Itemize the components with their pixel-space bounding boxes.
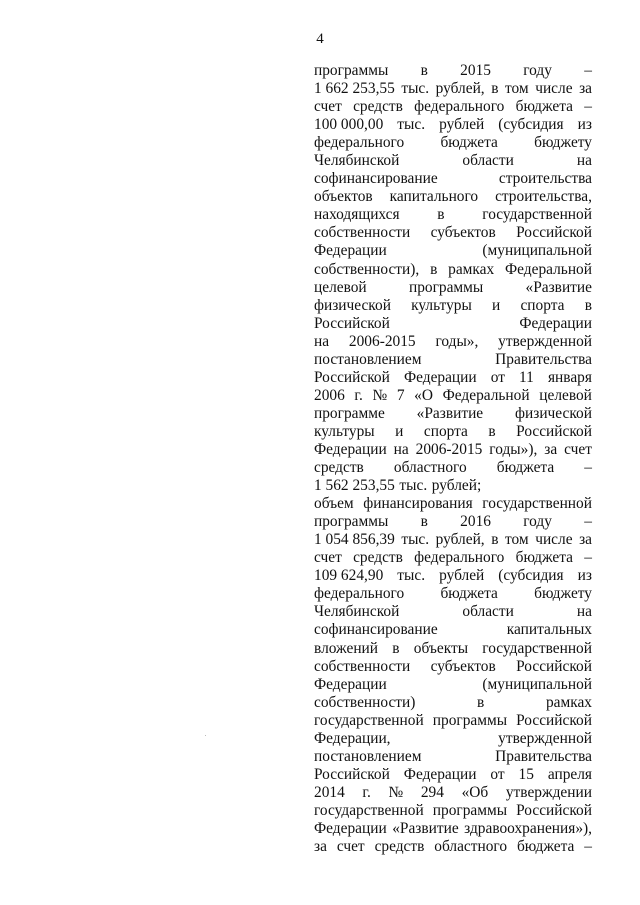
text-word: 1 054 856,39 [314, 531, 395, 549]
text-line [314, 333, 592, 351]
text-word: за [314, 838, 327, 856]
scan-speck [205, 735, 206, 736]
text-line [314, 279, 592, 297]
text-word: собственности [314, 657, 411, 675]
text-line [314, 676, 592, 694]
text-word: физической [515, 404, 592, 422]
text-word: строительства, [495, 188, 592, 206]
text-word: Российской [516, 801, 592, 819]
text-word: «Развитие [525, 278, 592, 296]
text-word: за [579, 80, 592, 98]
text-word: – [584, 459, 592, 477]
text-word: рамках [448, 260, 495, 278]
text-word: бюджета [496, 459, 555, 477]
text-word: культуры [314, 422, 375, 440]
text-line [314, 98, 592, 116]
text-word: капитального [389, 188, 479, 206]
text-word: в [420, 513, 428, 531]
text-word: финансирования [363, 495, 473, 513]
text-word: рублей, [435, 531, 485, 549]
text-word: Федеральной [442, 386, 530, 404]
text-word: государственной [314, 711, 424, 729]
text-word: в [392, 639, 400, 657]
text-word: (субсидия [498, 567, 564, 585]
text-line [314, 188, 592, 206]
text-line [314, 80, 592, 98]
text-word: Федерации [403, 765, 477, 783]
text-word: программы [314, 62, 389, 79]
text-word: строительства [498, 170, 592, 188]
text-line [314, 712, 592, 730]
text-word: на [576, 152, 592, 170]
text-word: в [430, 260, 438, 278]
text-line [314, 170, 592, 188]
text-word: (муниципальной [482, 242, 592, 260]
text-word: Челябинской [314, 152, 400, 170]
text-word: Федерации, [314, 729, 391, 747]
text-line [314, 549, 592, 567]
text-word: тыс. [397, 116, 426, 134]
text-word: 2006 [314, 386, 345, 404]
text-word: собственности) [314, 693, 416, 711]
text-line [314, 423, 592, 441]
text-word: на [393, 440, 409, 458]
text-word: бюджета [515, 98, 574, 116]
text-word: объем [314, 495, 354, 513]
text-word: из [577, 116, 592, 134]
text-line [314, 567, 592, 585]
text-word: рамках [545, 693, 592, 711]
text-line [314, 802, 592, 820]
text-word: тыс. [399, 477, 428, 495]
text-word: 2006-2015 [415, 440, 483, 458]
text-word: г. [362, 783, 371, 801]
text-word: культуры [411, 296, 472, 314]
text-line [314, 387, 592, 405]
text-line [314, 116, 592, 134]
text-word: 15 [518, 765, 534, 783]
text-word: физической [314, 296, 391, 314]
text-word: целевой [539, 386, 592, 404]
text-word: области [462, 152, 514, 170]
text-word: бюджета [515, 549, 574, 567]
text-line [314, 531, 592, 549]
text-line [314, 658, 592, 676]
text-word: в [437, 206, 445, 224]
text-word: федерального [414, 98, 505, 116]
text-word: в [488, 422, 496, 440]
text-word: том [505, 80, 529, 98]
text-word: января [547, 368, 592, 386]
text-line [314, 459, 592, 477]
text-word: «Развитие [392, 819, 459, 837]
text-word: Федерации [314, 819, 387, 837]
text-word: «Об [461, 783, 489, 801]
text-word: в [477, 693, 485, 711]
text-word: 100 000,00 [314, 116, 384, 134]
text-word: бюджету [534, 585, 592, 603]
text-word: том [505, 531, 529, 549]
text-word: – [584, 98, 592, 116]
text-word: средств [353, 549, 403, 567]
text-word: на [576, 603, 592, 621]
text-word: целевой [314, 278, 367, 296]
text-word: Российской [314, 368, 390, 386]
text-line [314, 585, 592, 603]
text-word: рублей; [431, 477, 482, 495]
text-word: 109 624,90 [314, 567, 384, 585]
text-word: в [420, 62, 428, 79]
text-word: от [490, 368, 505, 386]
text-word: области [462, 603, 514, 621]
text-word: Федерации [519, 314, 592, 332]
text-line [314, 766, 592, 784]
text-word: Российской [314, 765, 390, 783]
text-line [314, 838, 592, 856]
text-word: от [490, 765, 505, 783]
text-word: тыс. [397, 567, 426, 585]
text-word: 2016 [460, 513, 491, 531]
text-word: – [584, 549, 592, 567]
text-word: Правительства [495, 350, 592, 368]
text-word: бюджета [440, 585, 498, 603]
text-word: году [523, 62, 552, 79]
text-line [314, 477, 592, 495]
text-line [314, 748, 592, 766]
text-line [314, 621, 592, 639]
text-word: спорта [520, 296, 565, 314]
text-word: № [372, 386, 388, 404]
text-word: годы»), [489, 440, 538, 458]
text-word: государственной [482, 639, 592, 657]
text-word: утвержденной [498, 332, 592, 350]
text-word: за [579, 531, 592, 549]
text-word: числе [535, 531, 573, 549]
text-word: Российской [314, 314, 390, 332]
text-word: бюджету [534, 134, 592, 152]
text-word: субъектов [430, 657, 496, 675]
text-word: программе [314, 404, 385, 422]
text-word: программы [314, 513, 389, 531]
text-word: постановлением [314, 747, 422, 765]
text-word: государственной [482, 495, 592, 513]
text-word: здравоохранения»), [464, 819, 592, 837]
text-word: собственности), [314, 260, 420, 278]
text-word: из [577, 567, 592, 585]
text-line [314, 784, 592, 802]
text-word: программы [432, 801, 508, 819]
text-line [314, 261, 592, 279]
text-word: – [584, 62, 592, 79]
text-word: объекты [413, 639, 469, 657]
text-word: объектов [314, 188, 373, 206]
text-line [314, 297, 592, 315]
text-word: числе [535, 80, 573, 98]
text-word: софинансирование [314, 621, 438, 639]
text-line [314, 242, 592, 260]
text-word: счет [564, 440, 592, 458]
text-line [314, 134, 592, 152]
text-word: 1 562 253,55 [314, 477, 395, 495]
text-line [314, 820, 592, 838]
text-line [314, 603, 592, 621]
text-word: годы», [435, 332, 479, 350]
text-word: федерального [414, 549, 505, 567]
text-word: тыс. [401, 80, 430, 98]
text-word: тыс. [401, 531, 430, 549]
text-word: вложений [314, 639, 379, 657]
text-word: (субсидия [498, 116, 564, 134]
text-word: рублей, [435, 80, 485, 98]
page-number: 4 [316, 31, 324, 47]
text-word: апреля [547, 765, 592, 783]
text-word: Челябинской [314, 603, 400, 621]
text-word: (муниципальной [482, 675, 592, 693]
text-word: в [491, 531, 499, 549]
text-word: Российской [516, 657, 592, 675]
text-word: находящихся [314, 206, 400, 224]
text-word: счет [314, 98, 342, 116]
text-word: программы [408, 278, 484, 296]
text-word: на [314, 332, 330, 350]
text-word: 294 [420, 783, 444, 801]
text-line [314, 441, 592, 459]
text-word: бюджета [516, 838, 575, 856]
text-word: Федерации [403, 368, 477, 386]
text-word: за [544, 440, 558, 458]
text-line [314, 224, 592, 242]
text-word: в [584, 296, 592, 314]
text-line [314, 495, 592, 513]
text-word: спорта [423, 422, 468, 440]
text-word: Федерации [314, 675, 387, 693]
text-word: 2006-2015 [348, 332, 416, 350]
text-line [314, 62, 592, 80]
text-line [314, 351, 592, 369]
text-word: государственной [314, 801, 424, 819]
text-line [314, 694, 592, 712]
text-line [314, 640, 592, 658]
text-word: 2015 [460, 62, 491, 79]
text-word: Российской [516, 711, 592, 729]
text-word: федерального [314, 585, 405, 603]
text-word: рублей [439, 567, 485, 585]
text-word: средств [353, 98, 403, 116]
text-word: бюджета [440, 134, 498, 152]
text-word: и [395, 422, 404, 440]
text-word: средств [374, 838, 425, 856]
text-word: утвержденной [498, 729, 592, 747]
text-word: Российской [516, 422, 592, 440]
text-word: «Развитие [416, 404, 484, 422]
text-word: государственной [482, 206, 592, 224]
text-line [314, 513, 592, 531]
text-word: Федерации [314, 242, 387, 260]
text-word: «О [414, 386, 433, 404]
text-word: Федерации [314, 440, 387, 458]
text-word: собственности [314, 224, 411, 242]
text-word: капитальных [506, 621, 592, 639]
text-line [314, 315, 592, 333]
text-word: № [388, 783, 404, 801]
text-word: федерального [314, 134, 405, 152]
text-word: рублей [439, 116, 485, 134]
text-word: – [584, 513, 592, 531]
body-text-column [314, 62, 592, 856]
text-word: программы [432, 711, 508, 729]
text-word: Правительства [495, 747, 592, 765]
text-line [314, 730, 592, 748]
text-word: в [491, 80, 499, 98]
text-word: 1 662 253,55 [314, 80, 395, 98]
text-word: 7 [396, 386, 405, 404]
text-word: областного [434, 838, 508, 856]
text-word: счет [314, 549, 342, 567]
text-line [314, 152, 592, 170]
text-word: средств [314, 459, 364, 477]
text-word: утверждении [505, 783, 592, 801]
text-line [314, 405, 592, 423]
text-word: постановлением [314, 350, 422, 368]
text-line [314, 206, 592, 224]
text-word: областного [393, 459, 467, 477]
text-word: году [523, 513, 552, 531]
text-word: софинансирование [314, 170, 438, 188]
text-word: 11 [519, 368, 534, 386]
text-word: г. [354, 386, 363, 404]
text-word: счет [336, 838, 365, 856]
text-word: Российской [516, 224, 592, 242]
text-word: и [492, 296, 501, 314]
text-word: 2014 [314, 783, 345, 801]
text-word: Федеральной [505, 260, 592, 278]
text-word: – [584, 838, 592, 856]
text-line [314, 369, 592, 387]
text-word: субъектов [430, 224, 496, 242]
